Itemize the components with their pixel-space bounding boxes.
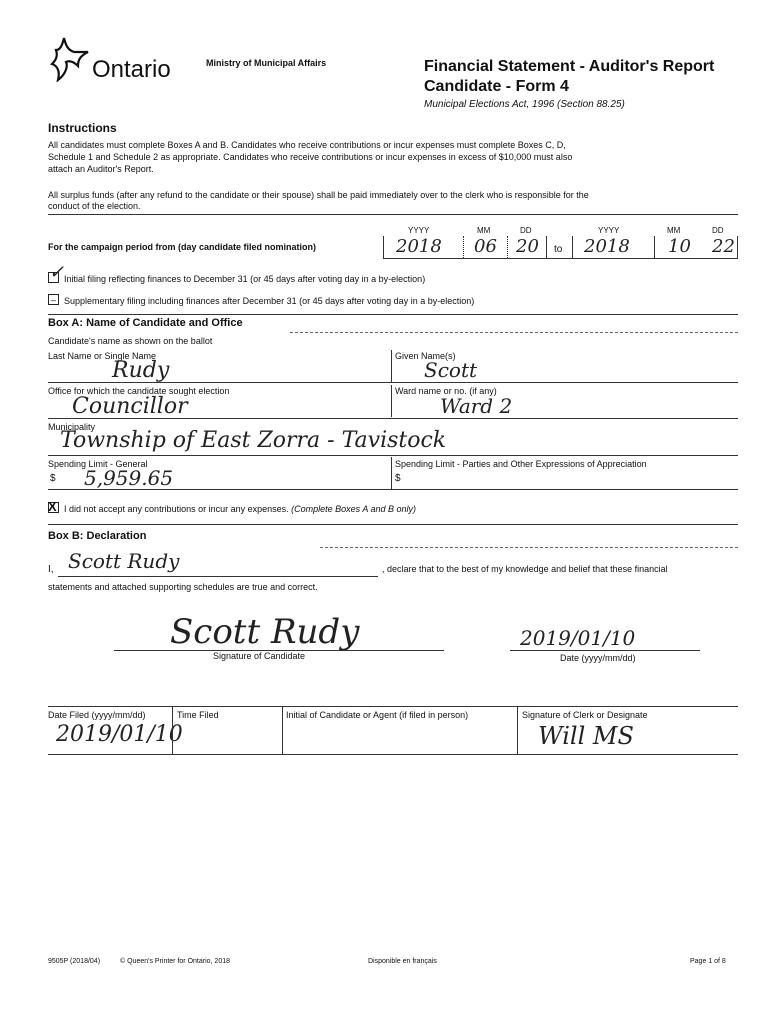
- trillium-icon: [44, 36, 94, 82]
- last-name-field[interactable]: Rudy: [112, 358, 170, 383]
- from-year[interactable]: 2018: [396, 236, 442, 257]
- mm-header-from: MM: [477, 226, 491, 235]
- ministry-name: Ministry of Municipal Affairs: [206, 58, 327, 68]
- box-a-heading: Box A: Name of Candidate and Office: [48, 317, 243, 329]
- given-name-label: Given Name(s): [395, 351, 456, 361]
- form-number: 9505P (2018/04): [48, 958, 101, 965]
- signature-label: Signature of Candidate: [213, 651, 306, 661]
- declaration-text: , declare that to the best of my knowledge and belief that these financial: [382, 564, 668, 574]
- initial-filing-check-mark: ✓: [49, 262, 65, 283]
- logo-wordmark: Ontario: [92, 56, 171, 83]
- no-contributions-mark: X: [48, 499, 57, 514]
- from-month[interactable]: 06: [474, 236, 497, 257]
- initial-filing-label: Initial filing reflecting finances to December 31 (or 45 days after voting day in a by-election): [64, 274, 426, 284]
- clerk-signature-label: Signature of Clerk or Designate: [522, 710, 648, 720]
- instructions-p1-l3: attach an Auditor's Report.: [48, 164, 154, 174]
- declaration-date-field[interactable]: 2019/01/10: [520, 626, 636, 650]
- copyright: © Queen's Printer for Ontario, 2018: [120, 958, 230, 965]
- no-contributions-text: I did not accept any contributions or incur any expenses.: [64, 504, 289, 514]
- initial-agent-label: Initial of Candidate or Agent (if filed in person): [286, 710, 469, 720]
- office-label: Office for which the candidate sought election: [48, 386, 230, 396]
- act-reference: Municipal Elections Act, 1996 (Section 88.25): [424, 99, 625, 110]
- ballot-name-note: Candidate's name as shown on the ballot: [48, 336, 213, 346]
- municipality-field[interactable]: Township of East Zorra - Tavistock: [60, 428, 447, 453]
- period-label: For the campaign period from (day candidate filed nomination): [48, 242, 317, 252]
- ward-label: Ward name or no. (if any): [395, 386, 497, 396]
- from-day[interactable]: 20: [516, 236, 539, 257]
- date-filed-field[interactable]: 2019/01/10: [56, 722, 183, 747]
- instructions-p2-l1: All surplus funds (after any refund to the candidate or their spouse) shall be paid immediately over to the clerk who is responsible for the: [48, 190, 589, 200]
- yyyy-header-to: YYYY: [598, 226, 620, 235]
- page-number: Page 1 of 8: [690, 958, 726, 965]
- ontario-logo: [44, 36, 194, 86]
- yyyy-header-from: YYYY: [408, 226, 430, 235]
- spending-limit-parties-label: Spending Limit - Parties and Other Expressions of Appreciation: [395, 459, 647, 469]
- divider: [48, 214, 738, 215]
- date-filed-label: Date Filed (yyyy/mm/dd): [48, 710, 146, 720]
- clerk-signature-field[interactable]: Will MS: [538, 722, 634, 750]
- municipality-label: Municipality: [48, 422, 96, 432]
- spending-limit-general-label: Spending Limit - General: [48, 459, 148, 469]
- no-contributions-note: (Complete Boxes A and B only): [291, 504, 417, 514]
- form-title-1: Financial Statement - Auditor's Report: [424, 58, 715, 75]
- declaration-text-2: statements and attached supporting schedules are true and correct.: [48, 582, 318, 592]
- period-to: to: [554, 244, 563, 255]
- ward-field[interactable]: Ward 2: [440, 394, 513, 418]
- spending-limit-general-dollar: $: [50, 473, 56, 484]
- last-name-label: Last Name or Single Name: [48, 351, 157, 361]
- dd-header-from: DD: [520, 226, 532, 235]
- time-filed-label: Time Filed: [177, 710, 219, 720]
- candidate-signature[interactable]: Scott Rudy: [170, 612, 360, 652]
- declaration-date-label: Date (yyyy/mm/dd): [560, 653, 636, 663]
- instructions-p1-l1: All candidates must complete Boxes A and B. Candidates who receive contributions or incur expenses must complete Boxes C, D,: [48, 140, 566, 150]
- spending-limit-general-field[interactable]: 5,959.65: [84, 466, 174, 490]
- french-available: Disponible en français: [368, 958, 437, 965]
- instructions-p2-l2: conduct of the election.: [48, 201, 141, 211]
- box-b-heading: Box B: Declaration: [48, 530, 147, 542]
- declarant-name-field[interactable]: Scott Rudy: [68, 549, 180, 573]
- supplementary-filing-mark: _: [51, 291, 57, 301]
- no-contributions-label: [64, 504, 416, 514]
- instructions-p1-l2: Schedule 1 and Schedule 2 as appropriate. Candidates who receive contributions or incur expenses in excess of $10,000 must also: [48, 152, 573, 162]
- dd-header-to: DD: [712, 226, 724, 235]
- mm-header-to: MM: [667, 226, 681, 235]
- to-year[interactable]: 2018: [584, 236, 630, 257]
- declaration-i: I,: [48, 564, 54, 575]
- to-day[interactable]: 22: [712, 236, 735, 257]
- form-title-2: Candidate - Form 4: [424, 78, 569, 95]
- office-field[interactable]: Councillor: [72, 394, 188, 419]
- supplementary-filing-label: Supplementary filing including finances after December 31 (or 45 days after voting day in a by-election): [64, 296, 475, 306]
- given-name-field[interactable]: Scott: [424, 358, 478, 382]
- to-month[interactable]: 10: [668, 236, 691, 257]
- instructions-heading: Instructions: [48, 121, 117, 135]
- spending-limit-parties-dollar: $: [395, 473, 401, 484]
